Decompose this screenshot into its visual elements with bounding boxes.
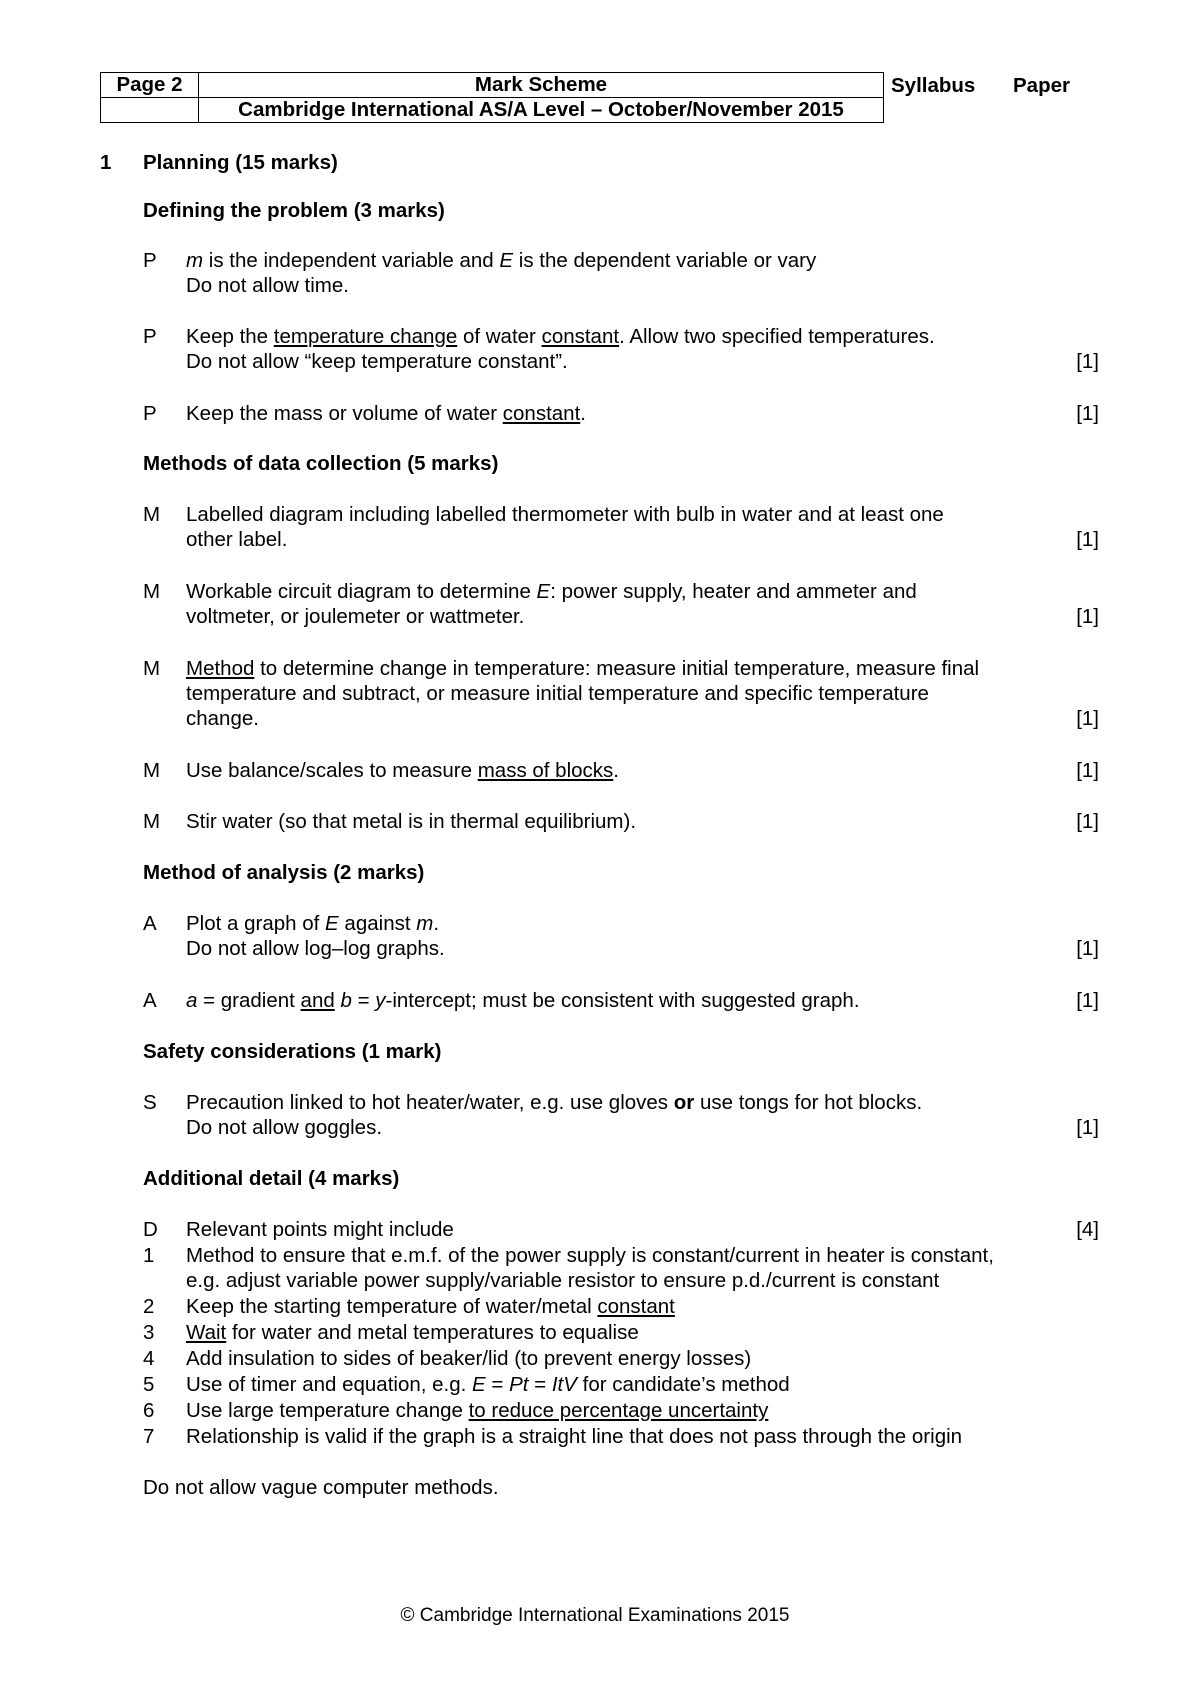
mark-m3: [1] [1076,707,1099,730]
code-p1: P [143,249,157,272]
mark-m5: [1] [1076,810,1099,833]
item-m2-line2: voltmeter, or joulemeter or wattmeter. [186,605,525,628]
code-m3: M [143,657,161,680]
code-a2: A [143,989,157,1012]
section-safety: Safety considerations (1 mark) [143,1040,442,1063]
code-m2: M [143,580,161,603]
item-p1: m is the independent variable and E is the dependent variable or vary [186,249,817,272]
item-p2: Keep the temperature change of water constant. Allow two specified temperatures. [186,325,935,348]
item-s1: Precaution linked to hot heater/water, e.g. use gloves or use tongs for hot blocks. [186,1091,923,1114]
mark-m1: [1] [1076,528,1099,551]
mark-d: [4] [1076,1218,1099,1241]
header-empty-cell [101,98,199,123]
item-m1: Labelled diagram including labelled thermometer with bulb in water and at least one [186,503,944,526]
mark-p3: [1] [1076,402,1099,425]
item-m2: Workable circuit diagram to determine E: power supply, heater and ammeter and [186,580,917,603]
code-s1: S [143,1091,157,1114]
mark-s1: [1] [1076,1116,1099,1139]
list-item: Method to ensure that e.m.f. of the power supply is constant/current in heater is constant, [186,1244,994,1267]
footer-copyright: © Cambridge International Examinations 2015 [400,1605,790,1626]
item-d-intro: Relevant points might include [186,1218,454,1241]
list-item-continuation: e.g. adjust variable power supply/variable resistor to ensure p.d./current is constant [186,1269,940,1292]
section-defining: Defining the problem (3 marks) [143,199,445,222]
mark-p2: [1] [1076,350,1099,373]
list-item-number: 6 [143,1399,155,1422]
list-item-number: 7 [143,1425,155,1448]
mark-m4: [1] [1076,759,1099,782]
header-subtitle: Cambridge International AS/A Level – October/November 2015 [199,98,884,123]
code-m1: M [143,503,161,526]
closing-note: Do not allow vague computer methods. [143,1476,499,1499]
code-a1: A [143,912,157,935]
item-s1-note: Do not allow goggles. [186,1116,383,1139]
code-p2: P [143,325,157,348]
list-item: Add insulation to sides of beaker/lid (to prevent energy losses) [186,1347,752,1370]
question-title: Planning (15 marks) [143,151,338,174]
header-title: Mark Scheme [199,73,884,98]
mark-a1: [1] [1076,937,1099,960]
page-number: Page 2 [101,73,199,98]
section-methods: Methods of data collection (5 marks) [143,452,499,475]
section-analysis: Method of analysis (2 marks) [143,861,425,884]
code-d: D [143,1218,158,1241]
list-item: Wait for water and metal temperatures to equalise [186,1321,639,1344]
item-p2-note: Do not allow “keep temperature constant”. [186,350,568,373]
section-additional: Additional detail (4 marks) [143,1167,400,1190]
mark-a2: [1] [1076,989,1099,1012]
item-m1-line2: other label. [186,528,288,551]
item-m5: Stir water (so that metal is in thermal equilibrium). [186,810,637,833]
list-item-number: 5 [143,1373,155,1396]
question-number: 1 [100,151,112,174]
item-p1-note: Do not allow time. [186,274,349,297]
header-paper: Paper [1013,74,1070,97]
list-item-number: 1 [143,1244,155,1267]
item-m3: Method to determine change in temperature: measure initial temperature, measure final [186,657,980,680]
item-a1: Plot a graph of E against m. [186,912,440,935]
list-item: Use of timer and equation, e.g. E = Pt = ItV for candidate’s method [186,1373,790,1396]
item-a2: a = gradient and b = y-intercept; must be consistent with suggested graph. [186,989,860,1012]
item-a1-note: Do not allow log–log graphs. [186,937,445,960]
list-item: Relationship is valid if the graph is a straight line that does not pass through the origin [186,1425,963,1448]
header-table [100,72,884,123]
code-m5: M [143,810,161,833]
item-m3-line3: change. [186,707,259,730]
code-m4: M [143,759,161,782]
code-p3: P [143,402,157,425]
item-m3-line2: temperature and subtract, or measure initial temperature and specific temperature [186,682,929,705]
item-m4: Use balance/scales to measure mass of blocks. [186,759,619,782]
mark-m2: [1] [1076,605,1099,628]
list-item-number: 2 [143,1295,155,1318]
list-item-number: 4 [143,1347,155,1370]
list-item: Use large temperature change to reduce percentage uncertainty [186,1399,769,1422]
list-item-number: 3 [143,1321,155,1344]
item-p3: Keep the mass or volume of water constant. [186,402,586,425]
header-syllabus: Syllabus [891,74,976,97]
list-item: Keep the starting temperature of water/metal constant [186,1295,675,1318]
